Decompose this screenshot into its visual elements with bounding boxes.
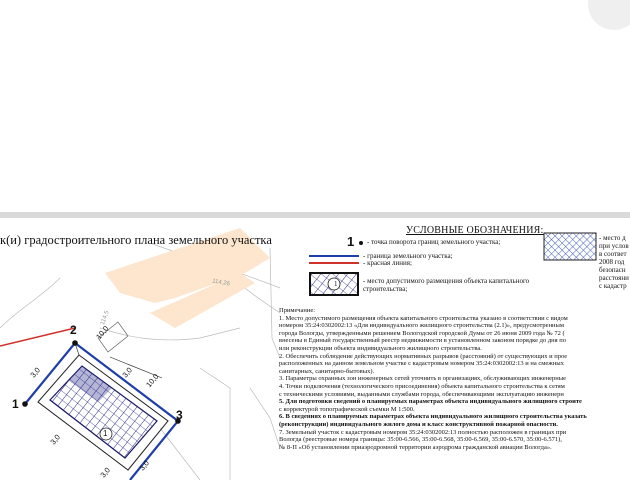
legend-item-point: - точка поворота границ земельного участка; bbox=[367, 238, 501, 246]
legend-item-zone-cont: строительства; bbox=[363, 285, 408, 293]
notes-line: или реконструкции объекта индивидуального жилищного строительства. bbox=[279, 344, 482, 352]
notes-line: 1. Место допустимого размещения объекта капитального строительства указано в соответствии с видом bbox=[279, 314, 568, 322]
legend-right-6: расстояни bbox=[599, 274, 629, 282]
legend-right-3: в соответ bbox=[599, 250, 627, 258]
point-2-marker bbox=[72, 340, 78, 346]
notes-line: с техническими условиями, выданными службами города, обеспечивающими эксплуатацию инженерн bbox=[279, 390, 564, 398]
legend-right-swatch bbox=[544, 233, 596, 260]
notes-line: номером 35:24:0302002:13 «Для индивидуального жилищного строительства (2.1)», предусмотренным bbox=[279, 322, 565, 330]
legend-right-7: с кадастр bbox=[599, 282, 627, 290]
legend-right-5: безопасн bbox=[599, 266, 626, 274]
notes-line: Вологда (реестровые номера границы: 35:00-6.566, 35:00-6.568, 35:00-6.569, 35:00-6.570, 35:00-6.571), bbox=[279, 436, 562, 444]
legend-right-2: при услов bbox=[599, 242, 629, 250]
legend-point-dot bbox=[359, 241, 363, 245]
dimension-label: 10,0 bbox=[144, 372, 161, 389]
notes-block bbox=[279, 307, 630, 451]
legend-right-4: 2008 год bbox=[599, 258, 625, 266]
point-2-label: 2 bbox=[70, 323, 77, 337]
notes-line: расположенных на данном земельном участке с кадастровым номером 35:24:0302002:13 и на смежных bbox=[279, 360, 564, 368]
notes-line: 7. Земельный участок с кадастровым номером 35:24:0302002:13 полностью расположен в границах при bbox=[279, 428, 567, 436]
notes-line: с корректурой топографической съемки М 1:500. bbox=[279, 405, 415, 413]
notes-line: (реконструкции) индивидуального жилого дома и класс конструктивной пожарной опасности. bbox=[279, 420, 558, 428]
dimension-label: 3,0 bbox=[28, 365, 43, 380]
notes-line: внесены в Единый государственный реестр недвижимости в установленном законом порядке до дня по bbox=[279, 337, 566, 345]
point-1-marker bbox=[22, 401, 28, 407]
legend-item-boundary: - граница земельного участка; bbox=[363, 252, 453, 260]
notes-line: 6. В сведениях о планируемых параметрах объекта индивидуального жилищного строительства указать bbox=[279, 413, 587, 421]
notes-line: 3. Параметры охранных зон инженерных сетей уточнить в организациях, обслуживающих инженерные bbox=[279, 375, 567, 383]
document-sheet bbox=[0, 218, 630, 480]
red-line bbox=[0, 328, 75, 346]
notes-line: 4. Точки подключения (технологического присоединения) объекта капитального строительства к сетям bbox=[279, 382, 565, 390]
dimension-label: 3,0 bbox=[120, 365, 135, 380]
notes-line: санитарных, санитарно-бытовых). bbox=[279, 367, 375, 375]
notes-line: 2. Обеспечить соблюдение действующих нормативных разрывов (расстояний) от существующих и прое bbox=[279, 352, 568, 360]
notes-line: № 8-П «Об установлении приаэродромной территории аэродрома гражданской авиации Вологда». bbox=[279, 443, 552, 451]
point-3-label: 3 bbox=[176, 408, 183, 422]
plan-title: к(и) градостроительного плана земельного участка bbox=[0, 233, 272, 247]
dimension-label: 3,0 bbox=[48, 432, 63, 447]
dimension-label: 3,0 bbox=[98, 465, 113, 480]
legend-title: УСЛОВНЫЕ ОБОЗНАЧЕНИЯ: bbox=[406, 225, 544, 236]
notes-line: Примечание: bbox=[279, 307, 316, 314]
place-marker-number: 1 bbox=[103, 429, 108, 438]
legend-item-red-line: - красная линия; bbox=[363, 259, 412, 267]
top-blank-area bbox=[0, 0, 630, 212]
contour-label: 114,5 bbox=[99, 310, 111, 326]
legend-marker-number: 1 bbox=[334, 280, 338, 288]
dimension-label: 10,0 bbox=[94, 324, 111, 341]
legend-item-zone: - место допустимого размещения объекта капитального bbox=[363, 277, 530, 285]
legend-right-1: - место д bbox=[599, 234, 626, 242]
notes-line: 5. Для подготовки сведений о планируемых параметрах объекта индивидуального жилищного строите bbox=[279, 398, 582, 406]
contour-label: 114,26 bbox=[211, 278, 231, 288]
notes-line: города Вологды, утвержденными решением Вологодской городской Думы от 26 июня 2009 года № 72 ( bbox=[279, 329, 565, 337]
dimension-label: 3,0 bbox=[137, 458, 152, 473]
legend-point-number: 1 bbox=[347, 234, 355, 249]
point-1-label: 1 bbox=[12, 397, 19, 411]
permitted-zone bbox=[50, 366, 157, 458]
legend-boundary-line bbox=[309, 255, 359, 257]
legend-red-line bbox=[309, 262, 359, 264]
